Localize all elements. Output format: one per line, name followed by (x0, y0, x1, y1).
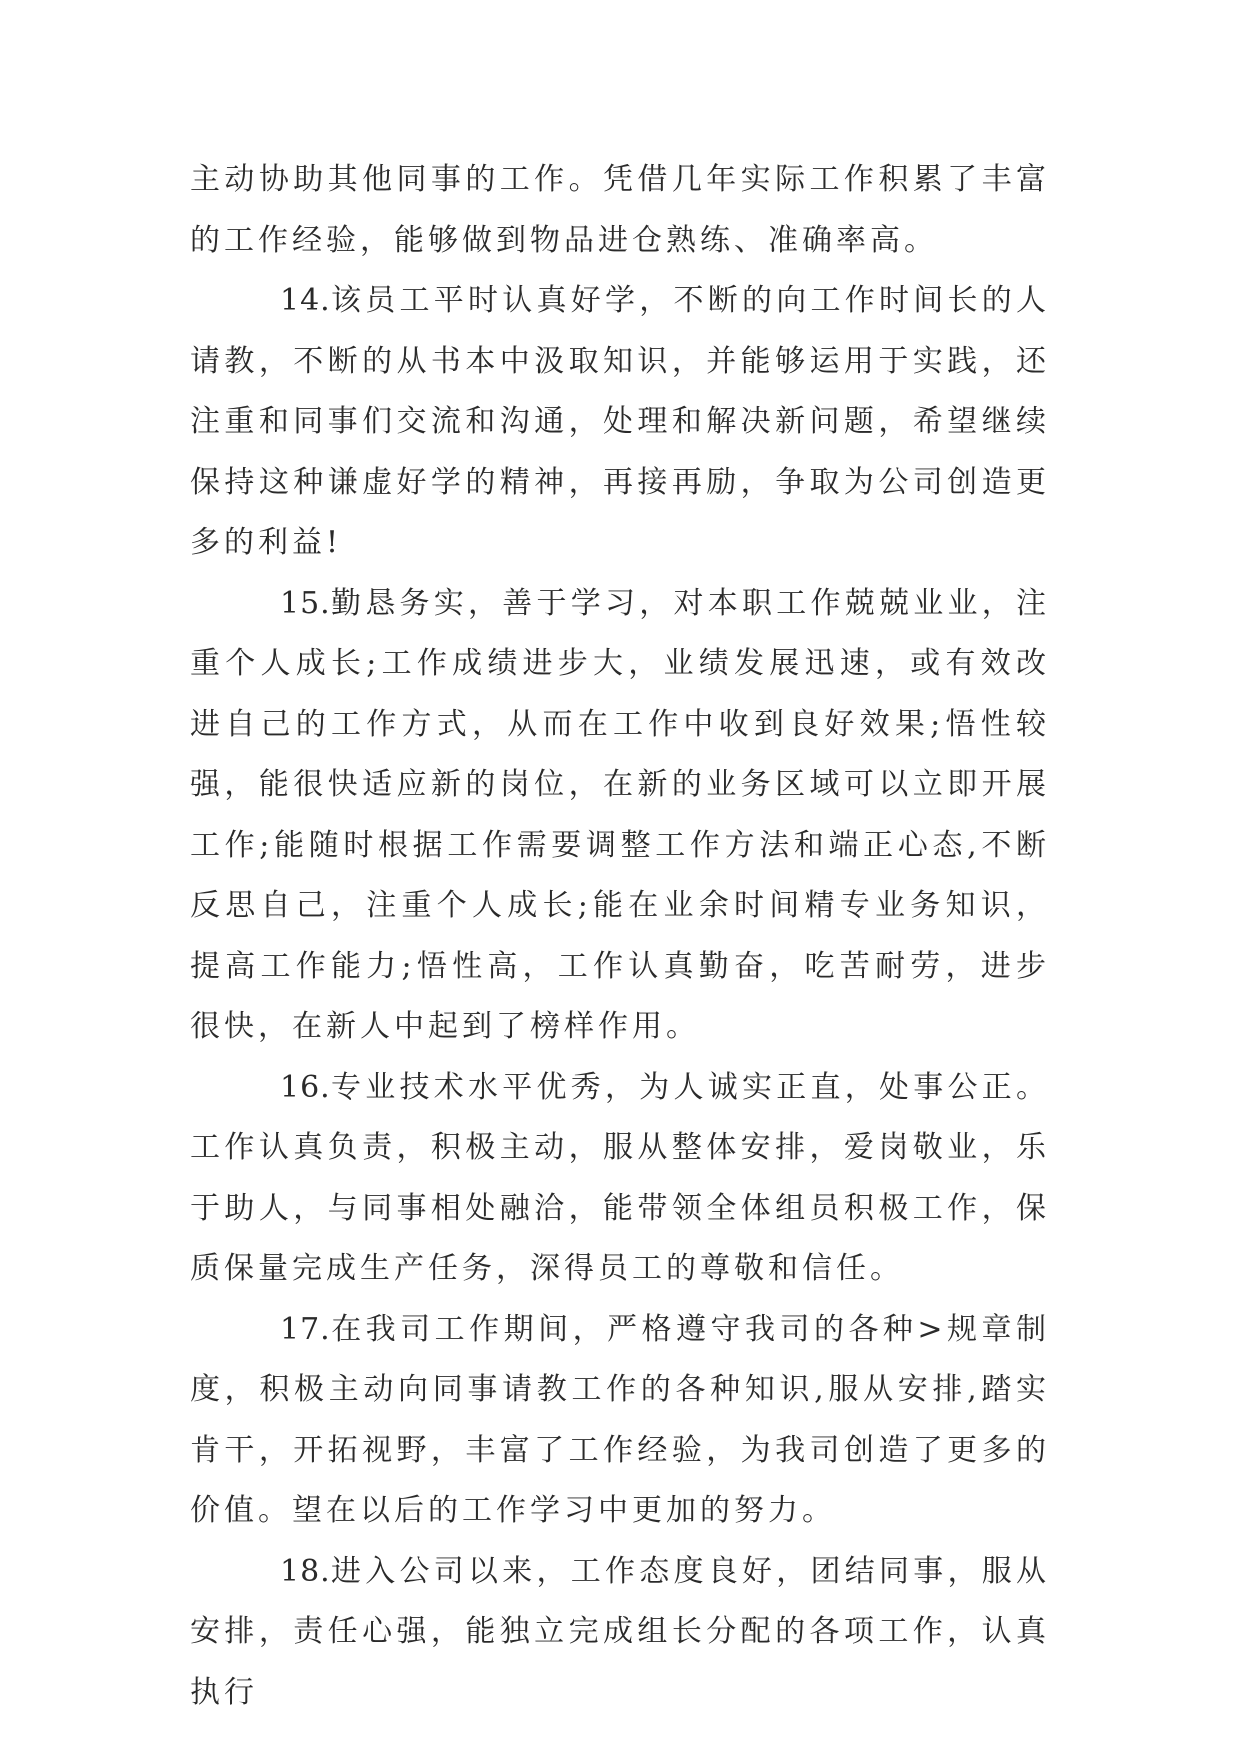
paragraph-number: 16. (280, 1069, 331, 1105)
paragraph-14 (190, 271, 1050, 574)
paragraph-18 (190, 1542, 1050, 1724)
paragraph-text: 进入公司以来，工作态度良好，团结同事，服从安排，责任心强，能独立完成组长分配的各项工作，认真执行 (190, 1553, 1050, 1710)
paragraph-number: 15. (280, 585, 331, 621)
paragraph-number: 18. (280, 1553, 331, 1589)
paragraph-number: 17. (280, 1311, 331, 1347)
document-body (190, 150, 1050, 1723)
paragraph-number: 14. (280, 283, 331, 318)
paragraph-text: 专业技术水平优秀，为人诚实正直，处事公正。工作认真负责，积极主动，服从整体安排，爱岗敬业，乐于助人，与同事相处融洽，能带领全体组员积极工作，保质保量完成生产任务，深得员工的尊敬和信任。 (190, 1069, 1050, 1286)
paragraph-continuation (190, 150, 1050, 271)
paragraph-text: 主动协助其他同事的工作。凭借几年实际工作积累了丰富的工作经验，能够做到物品进仓熟练、准确率高。 (190, 162, 1050, 258)
paragraph-16 (190, 1058, 1050, 1300)
paragraph-17 (190, 1300, 1050, 1542)
paragraph-15 (190, 574, 1050, 1058)
paragraph-text: 勤恳务实，善于学习，对本职工作兢兢业业，注重个人成长;工作成绩进步大，业绩发展迅速，或有效改进自己的工作方式，从而在工作中收到良好效果;悟性较强，能很快适应新的岗位，在新的业务区域可以立即开展工作;能随时根据工作需要调整工作方法和端正心态,不断反思自己，注重个人成长;能在业余时间精专业务知识，提高工作能力;悟性高，工作认真勤奋，吃苦耐劳，进步很快，在新人中起到了榜样作用。 (190, 585, 1050, 1044)
paragraph-text: 该员工平时认真好学，不断的向工作时间长的人请教，不断的从书本中汲取知识，并能够运用于实践，还注重和同事们交流和沟通，处理和解决新问题，希望继续保持这种谦虚好学的精神，再接再励，争取为公司创造更多的利益! (190, 283, 1050, 560)
paragraph-text: 在我司工作期间，严格遵守我司的各种>规章制度，积极主动向同事请教工作的各种知识,服从安排,踏实肯干，开拓视野，丰富了工作经验，为我司创造了更多的价值。望在以后的工作学习中更加的努力。 (190, 1311, 1050, 1528)
